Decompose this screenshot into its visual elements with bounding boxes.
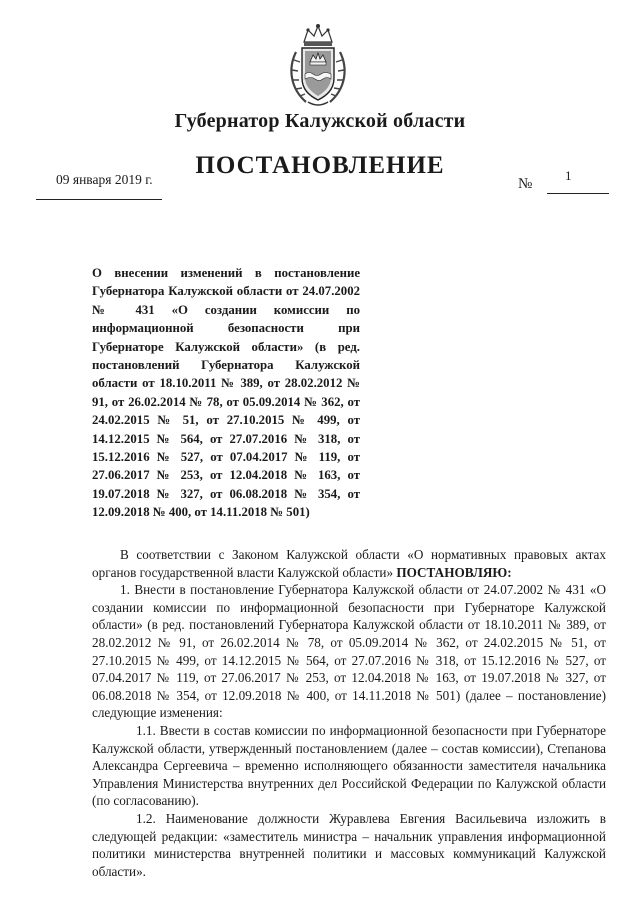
document-number: 1 <box>565 168 572 183</box>
decree-word: ПОСТАНОВЛЯЮ <box>396 564 508 580</box>
document-number-label: № <box>518 176 533 192</box>
item-1-2-paragraph: 1.2. Наименование должности Журавлева Евгения Васильевича изложить в следующей редакции: «заместитель министра – начальник управления информационной политики министерства внутренней политики и массовых коммуникаций Калужской области». <box>92 810 606 879</box>
preamble-paragraph <box>92 546 606 581</box>
decree-colon: : <box>507 564 512 580</box>
document-body <box>92 546 606 880</box>
document-date: 09 января 2019 г. <box>56 172 153 187</box>
document-subject: О внесении изменений в постановление Губернатора Калужской области от 24.07.2002 № 431 «О создании комиссии по информационной безопасности при Губернаторе Калужской области» (в ред. постановлений Губернатора Калужской области от 18.10.2011 № 389, от 28.02.2012 № 91, от 26.02.2014 № 78, от 05.09.2014 № 362, от 24.02.2015 № 51, от 27.10.2015 № 499, от 14.12.2015 № 564, от 27.07.2016 № 318, от 15.12.2016 № 527, от 07.04.2017 № 119, от 27.06.2017 № 253, от 12.04.2018 № 163, от 19.07.2018 № 327, от 06.08.2018 № 354, от 12.09.2018 № 400, от 14.11.2018 № 501) <box>92 266 360 520</box>
item-1-paragraph: 1. Внести в постановление Губернатора Калужской области от 24.07.2002 № 431 «О создании комиссии по информационной безопасности при Губернаторе Калужской области» (в ред. постановлений Губернатора Калужской области от 18.10.2011 № 389, от 28.02.2012 № 91, от 26.02.2014 № 78, от 05.09.2014 № 362, от 24.02.2015 № 51, от 27.10.2015 № 499, от 14.12.2015 № 564, от 27.07.2016 № 318, от 15.12.2016 № 527, от 07.04.2017 № 119, от 27.06.2017 № 253, от 12.04.2018 № 163, от 19.07.2018 № 327, от 06.08.2018 № 354, от 12.09.2018 № 400, от 14.11.2018 № 501) (далее – постановление) следующие изменения: <box>92 582 606 721</box>
kaluga-coat-of-arms-icon <box>286 22 350 108</box>
document-type-title: ПОСТАНОВЛЕНИЕ <box>195 152 445 179</box>
date-underline <box>36 199 162 200</box>
preamble-text: В соответствии с Законом Калужской области «О нормативных правовых актах органов государственной власти Калужской области» <box>92 547 606 580</box>
item-1-1-paragraph: 1.1. Ввести в состав комиссии по информационной безопасности при Губернаторе Калужской области, утвержденный постановлением (далее – состав комиссии), Степанова Александра Сергеевича – временно исполняющего обязанности заместителя начальника Управления Министерства внутренних дел Российской Федерации по Калужской области (по согласованию). <box>92 722 606 809</box>
number-underline <box>547 193 609 194</box>
issuer-title: Губернатор Калужской области <box>174 110 466 132</box>
